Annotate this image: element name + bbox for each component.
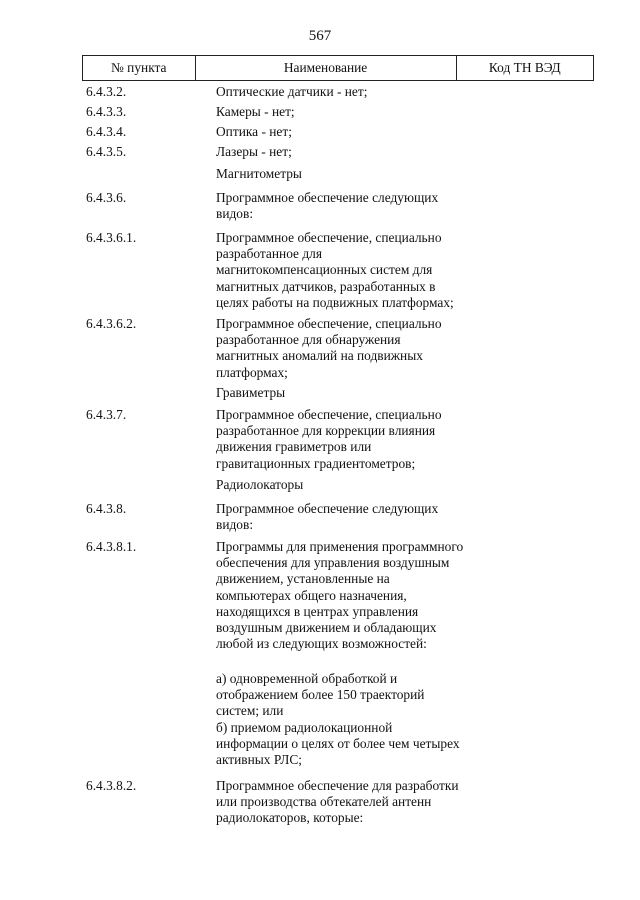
section-heading: Радиолокаторы [216,477,304,492]
item-name: Программное обеспечение для разработки или производства обтекателей антенн радиолокаторов, которые: [216,778,459,826]
item-number: 6.4.3.2. [86,84,127,99]
item-number: 6.4.3.7. [86,407,127,422]
item-number: 6.4.3.8. [86,501,127,516]
section-heading: Гравиметры [216,385,286,400]
item-number: 6.4.3.8.1. [86,539,137,554]
table-body [0,84,640,848]
item-name: Программное обеспечение следующих видов: [216,501,439,533]
item-number: 6.4.3.8.2. [86,778,137,793]
table-row-sub [0,720,640,778]
item-option: б) приемом радиолокационной информации о целях от более чем четырех активных РЛС; [216,720,460,768]
header-item-number: № пункта [83,56,196,80]
item-name: Программное обеспечение следующих видов: [216,190,439,222]
item-option: а) одновременной обработкой и отображением более 150 траекторий систем; или [216,671,425,719]
section-heading: Магнитометры [216,166,302,181]
table-row [0,407,640,477]
item-name: Камеры - нет; [216,104,295,119]
page-number: 567 [308,28,332,44]
table-row [0,501,640,539]
table-row-sub [0,671,640,720]
item-number: 6.4.3.4. [86,124,127,139]
item-name: Программное обеспечение, специально разработанное для обнаружения магнитных аномалий на подвижных платформах; [216,316,442,380]
item-number: 6.4.3.6.2. [86,316,137,331]
item-number: 6.4.3.3. [86,104,127,119]
item-name: Программное обеспечение, специально разработанное для коррекции влияния движения гравиметров или гравитационных градиентометров; [216,407,442,471]
table-row [0,104,640,124]
item-number: 6.4.3.5. [86,144,127,159]
table-row [0,84,640,104]
table-row [0,124,640,144]
table-header [82,55,594,81]
table-row [0,230,640,316]
item-name: Лазеры - нет; [216,144,292,159]
item-number: 6.4.3.6.1. [86,230,137,245]
section-heading-row [0,166,640,190]
table-row [0,190,640,230]
item-name: Программное обеспечение, специально разработанное для магнитокомпенсационных систем для магнитных датчиков, разработанных в целях работы на подвижных платформах; [216,230,454,310]
item-name: Оптические датчики - нет; [216,84,368,99]
item-name: Оптика - нет; [216,124,292,139]
table-row [0,539,640,671]
header-code: Код ТН ВЭД [488,60,561,75]
table-row [0,144,640,166]
table-row [0,778,640,848]
item-name: Программы для применения программного обеспечения для управления воздушным движением, установленные на компьютерах общего назначения, находящихся в центрах управления воздушным движением и обладающих любой из следующих возможностей: [216,539,464,652]
section-heading-row [0,385,640,407]
header-name: Наименование [196,56,457,80]
table-row [0,316,640,385]
item-number: 6.4.3.6. [86,190,127,205]
section-heading-row [0,477,640,501]
